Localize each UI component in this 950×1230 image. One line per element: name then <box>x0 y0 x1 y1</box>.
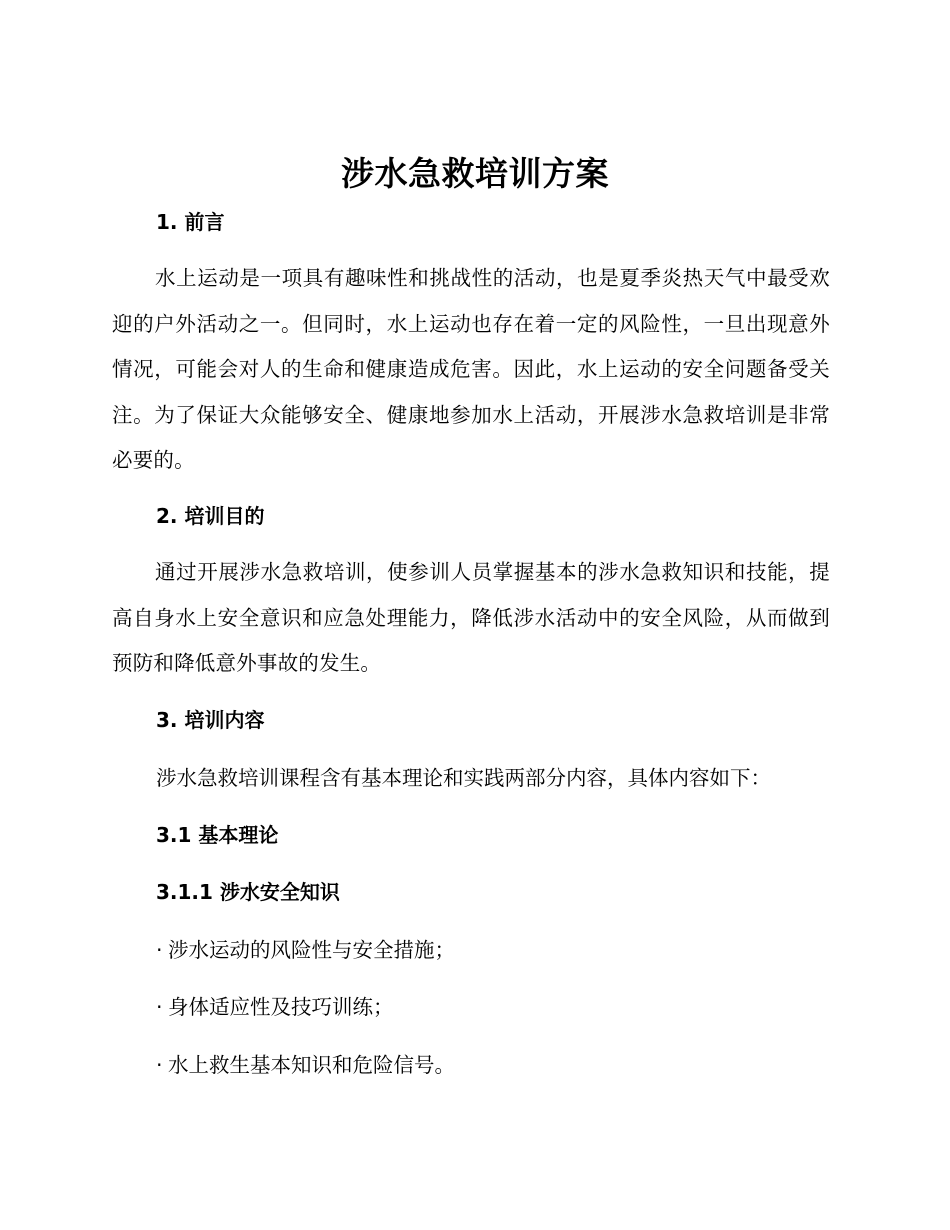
list-item <box>156 992 394 1022</box>
list-item-text: 水上救生基本知识和危险信号。 <box>168 1053 455 1077</box>
document-title: 涉水急救培训方案 <box>341 154 609 193</box>
section-heading-goal: 2. 培训目的 <box>156 504 265 528</box>
section-heading-content: 3. 培训内容 <box>156 708 265 732</box>
section-heading-preface: 1. 前言 <box>156 210 225 234</box>
goal-paragraph: 通过开展涉水急救培训，使参训人员掌握基本的涉水急救知识和技能，提高自身水上安全意识和应急处理能力，降低涉水活动中的安全风险，从而做到预防和降低意外事故的发生。 <box>112 560 830 675</box>
bullet-dot: · <box>156 995 163 1019</box>
preface-paragraph: 水上运动是一项具有趣味性和挑战性的活动，也是夏季炎热天气中最受欢迎的户外活动之一。但同时，水上运动也存在着一定的风险性，一旦出现意外情况，可能会对人的生命和健康造成危害。因此，水上运动的安全问题备受关注。为了保证大众能够安全、健康地参加水上活动，开展涉水急救培训是非常必要的。 <box>112 266 830 472</box>
list-item <box>156 1050 455 1080</box>
list-item-text: 涉水运动的风险性与安全措施； <box>168 938 455 962</box>
subsection-heading-theory: 3.1 基本理论 <box>156 823 279 847</box>
list-item <box>156 935 455 965</box>
list-item-text: 身体适应性及技巧训练； <box>168 995 394 1019</box>
bullet-dot: · <box>156 938 163 962</box>
subsubsection-heading-safety: 3.1.1 涉水安全知识 <box>156 880 340 904</box>
content-intro: 涉水急救培训课程含有基本理论和实践两部分内容，具体内容如下： <box>156 766 771 790</box>
bullet-dot: · <box>156 1053 163 1077</box>
